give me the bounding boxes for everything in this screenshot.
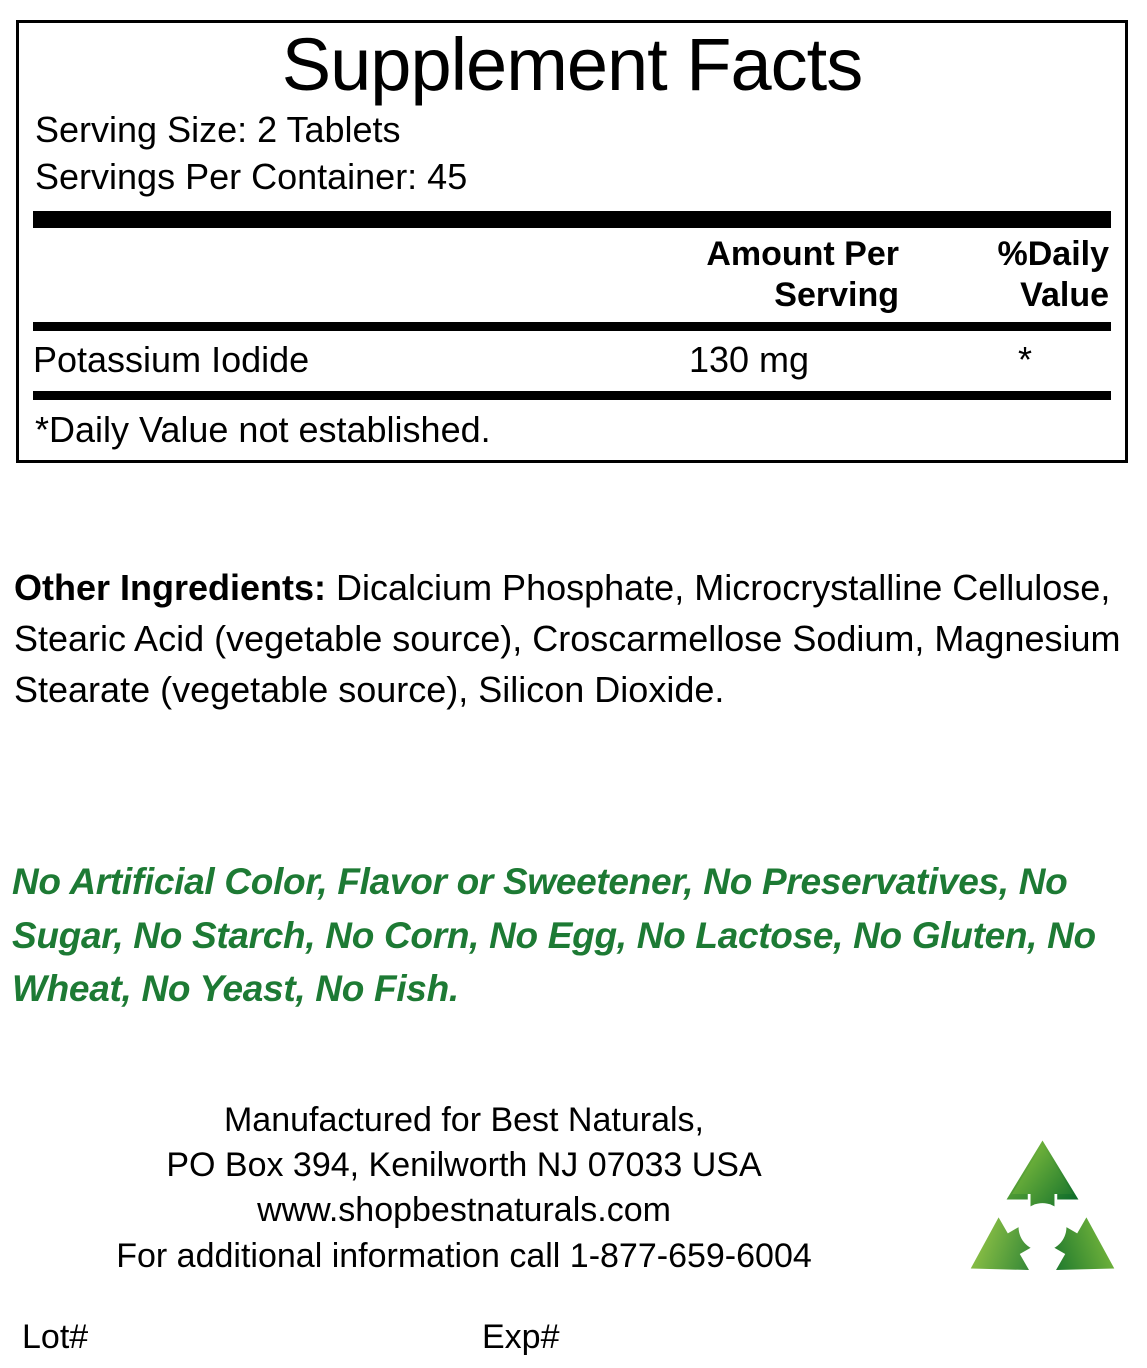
serving-size: Serving Size: 2 Tablets xyxy=(35,108,401,150)
manufacturer-info xyxy=(14,1098,914,1279)
other-ingredients xyxy=(14,562,1134,715)
supplement-facts-panel xyxy=(16,20,1128,463)
manufacturer-line-1: Manufactured for Best Naturals, xyxy=(223,1101,704,1139)
other-ingredients-text: Dicalcium Phosphate, Microcrystalline Cellulose, Stearic Acid (vegetable source), Croscarmellose Sodium, Magnesium Stearate (vegetable source), Silicon Dioxide. xyxy=(14,567,1121,711)
table-row xyxy=(33,331,1111,391)
nutrient-daily-value: * xyxy=(1017,339,1032,381)
panel-title: Supplement Facts xyxy=(281,23,863,106)
daily-value-header xyxy=(941,234,1109,317)
manufacturer-website: www.shopbestnaturals.com xyxy=(257,1191,671,1230)
recycle-icon xyxy=(950,1135,1135,1310)
other-ingredients-label: Other Ingredients: xyxy=(14,567,327,608)
dv-header-line1: %Daily xyxy=(997,234,1109,273)
nutrient-amount: 130 mg xyxy=(688,339,810,381)
free-from-claims: No Artificial Color, Flavor or Sweetener, No Preservatives, No Sugar, No Starch, No Corn, No Egg, No Lactose, No Gluten, No Wheat, No Yeast, No Fish. xyxy=(12,861,1096,1010)
manufacturer-phone: For additional information call 1-877-659-6004 xyxy=(116,1236,812,1275)
manufacturer-address: PO Box 394, Kenilworth NJ 07033 USA xyxy=(166,1146,762,1185)
dv-header-line2: Value xyxy=(1020,276,1109,315)
lot-exp-row xyxy=(22,1318,922,1357)
amount-per-serving-header xyxy=(599,234,899,317)
amount-header-line2: Serving xyxy=(774,276,899,315)
nutrient-name: Potassium Iodide xyxy=(33,339,310,381)
divider-med-bottom xyxy=(33,391,1111,400)
daily-value-footnote: *Daily Value not established. xyxy=(35,409,491,451)
exp-label: Exp# xyxy=(482,1318,560,1356)
servings-per-container: Servings Per Container: 45 xyxy=(35,156,468,198)
table-header-row xyxy=(33,228,1111,323)
divider-med xyxy=(33,322,1111,331)
lot-label: Lot# xyxy=(22,1318,89,1356)
divider-thick-top xyxy=(33,211,1111,228)
amount-header-line1: Amount Per xyxy=(706,234,899,273)
